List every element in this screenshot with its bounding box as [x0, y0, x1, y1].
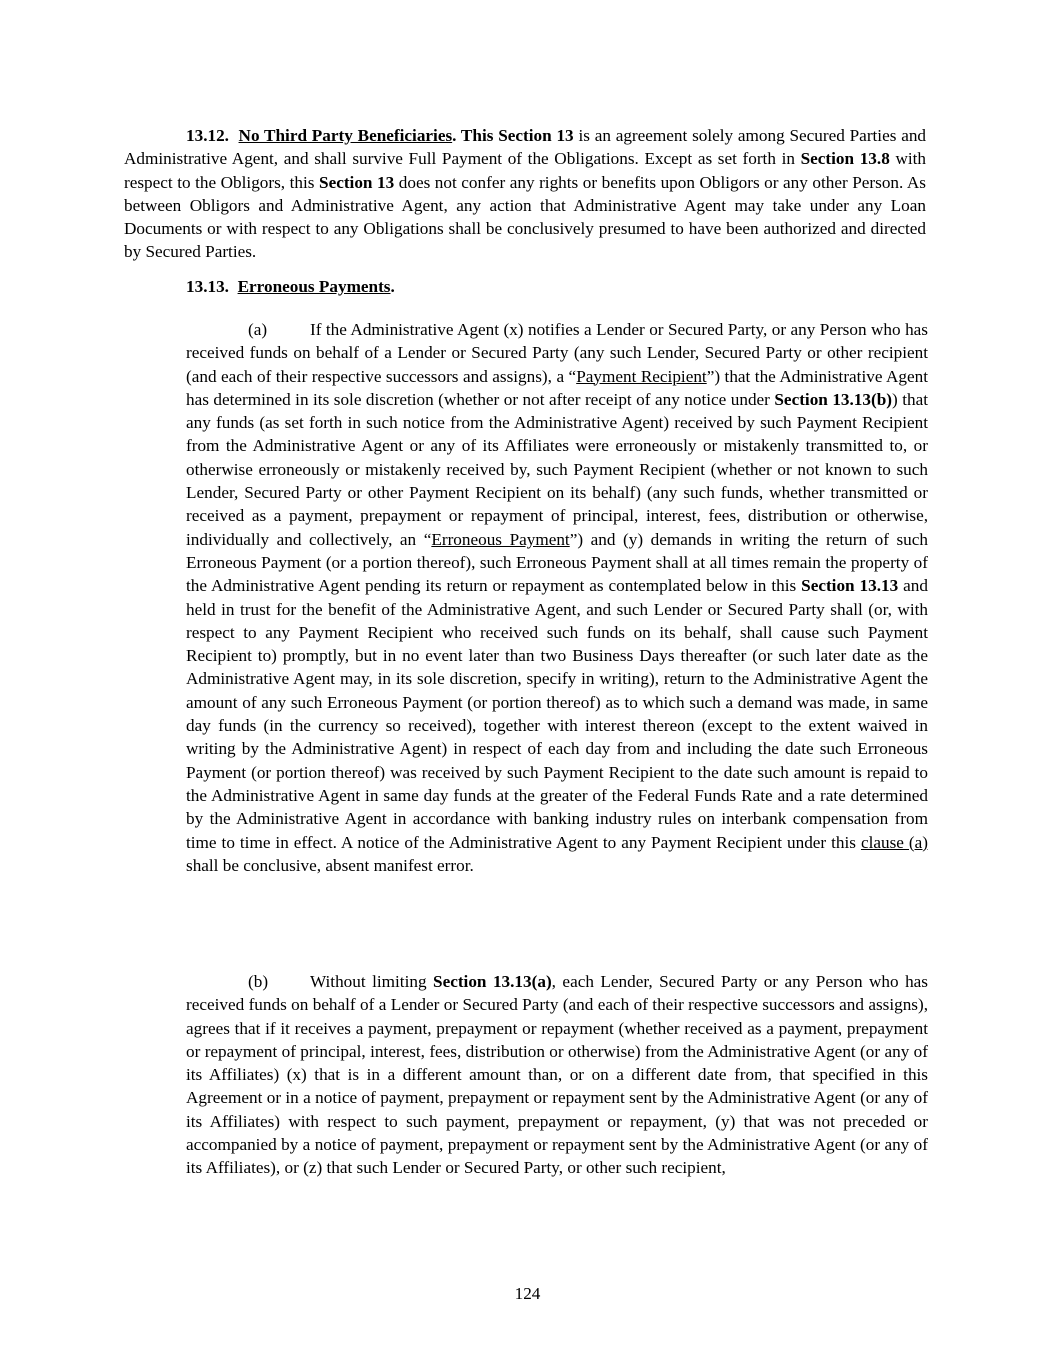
text-run: Without limiting [310, 972, 434, 991]
text-run: ”) that the Administrative Agent has determined in its sole discretion (whether or not after receipt of any notice under [186, 366, 928, 409]
section-reference: Section 13.8 [800, 149, 890, 169]
section-number: 13.13. [186, 277, 229, 296]
clause-reference: clause (a) [860, 832, 928, 852]
text-run: If the Administrative Agent (x) notifies a Lender or Secured Party, or any Person who has received funds on behalf of a Lender or Secured Party (any such Lender, Secured Party or other recipient (and each of their respective successors and assigns), a “ [186, 320, 928, 386]
section-13-13-heading [186, 275, 926, 298]
section-heading: Erroneous Payments [237, 277, 391, 296]
section-reference: Section 13.13 [801, 576, 899, 596]
text-run: shall be conclusive, absent manifest error. [186, 855, 474, 875]
defined-term: Payment Recipient [576, 366, 707, 386]
section-heading: No Third Party Beneficiaries [238, 126, 453, 145]
clause-label: (b) [248, 972, 269, 991]
text-run: ”) and (y) demands in writing the return of such Erroneous Payment (or a portion thereof), such Erroneous Payment shall at all times remain the property of the Administrative Agent pending its return or repayment as contemplated below in this [186, 529, 928, 596]
section-number: 13.12. [186, 126, 229, 145]
heading-period: . [390, 277, 395, 296]
defined-term: Erroneous Payment [431, 529, 570, 549]
text-run: ) that any funds (as set forth in such notice from the Administrative Agent) received by such Payment Recipient from the Administrative Agent or any of its Affiliates were erroneously or mistakenly transmitted to, or otherwise erroneously or mistakenly received by, such Payment Recipient (whether or not known to such Lender, Secured Party or other Payment Recipient on its behalf) (any such funds, whether transmitted or received as a payment, prepayment or repayment of principal, interest, fees, distribution or otherwise, individually and collectively, an “ [186, 389, 928, 549]
text-run: is an agreement solely among Secured Parties and Administrative Agent, and shall survive Full Payment of the Obligations. Except as set forth in [124, 126, 927, 169]
clause-a-paragraph [186, 318, 928, 877]
page-number: 124 [514, 1284, 541, 1303]
section-reference: Section 13.13(b) [774, 389, 893, 409]
text-run: with respect to the Obligors, this [124, 149, 926, 192]
section-13-12-paragraph [124, 124, 926, 264]
section-reference: Section 13 [319, 172, 395, 192]
section-reference: Section 13 [498, 126, 574, 145]
clause-label: (a) [248, 320, 268, 339]
text-run: , each Lender, Secured Party or any Person who has received funds on behalf of a Lender or Secured Party (and each of their respective successors and assigns), agrees that if it receives a payment, prepayment or repayment (whether received as a payment, prepayment or repayment of principal, interest, fees, distribution or otherwise) from the Administrative Agent (or any of its Affiliates) (x) that is in a different amount than, or on a different date from, that specified in this Agreement or in a notice of payment, prepayment or repayment sent by the Administrative Agent (or any of its Affiliates) with respect to such payment, prepayment or repayment, (y) that was not preceded or accompanied by a notice of payment, prepayment or repayment sent by the Administrative Agent (or any of its Affiliates), or (z) that such Lender or Secured Party, or other such recipient, [186, 972, 928, 1178]
text-run: . This [452, 126, 499, 145]
text-run: does not confer any rights or benefits upon Obligors or any other Person. As between Obligors and Administrative Agent, any action that Administrative Agent may take under any Loan Documents or with respect to any Obligations shall be conclusively presumed to have been authorized and directed by Secured Parties. [124, 172, 926, 262]
text-run: and held in trust for the benefit of the Administrative Agent, and such Lender or Secured Party shall (or, with respect to any Payment Recipient who received such funds on its behalf, shall cause such Payment Recipient to) promptly, but in no event later than two Business Days thereafter (or such later date as the Administrative Agent may, in its sole discretion, specify in writing), return to the Administrative Agent the amount of any such Erroneous Payment (or portion thereof) as to which such a demand was made, in same day funds (in the currency so received), together with interest thereon (except to the extent waived in writing by the Administrative Agent) in respect of each day from and including the date such Erroneous Payment (or portion thereof) was received by such Payment Recipient to the date such amount is repaid to the Administrative Agent in same day funds at the greater of the Federal Funds Rate and a rate determined by the Administrative Agent in accordance with banking industry rules on interbank compensation from time to time in effect. A notice of the Administrative Agent to any Payment Recipient under this [186, 576, 928, 852]
clause-b-paragraph [186, 970, 928, 1180]
section-reference: Section 13.13(a) [433, 972, 552, 991]
